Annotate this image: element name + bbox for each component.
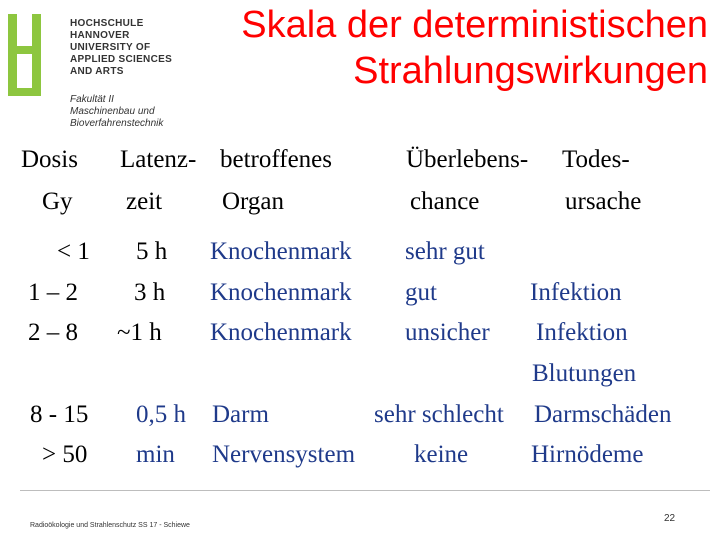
title-line-2: Strahlungswirkungen [353, 50, 708, 92]
header-survival-1: Überlebens- [406, 146, 529, 173]
cell-organ: Darm [212, 401, 269, 428]
title-line-1: Skala der deterministischen [241, 4, 708, 46]
cell-organ: Nervensystem [212, 441, 356, 468]
university-logo [8, 10, 178, 135]
header-dose-2: Gy [42, 188, 73, 215]
cell-cause: Hirnödeme [531, 441, 644, 468]
university-line: AND ARTS [70, 66, 124, 77]
cell-organ: Knochenmark [210, 279, 352, 306]
faculty-line: Bioverfahrenstechnik [70, 118, 164, 129]
cell-cause: Infektion [536, 319, 628, 346]
header-organ-2: Organ [222, 188, 285, 215]
cell-cause: Darmschäden [534, 401, 672, 428]
faculty-name [70, 94, 163, 130]
cell-latency: min [136, 441, 175, 468]
cell-dose: > 50 [42, 441, 88, 468]
header-latency-1: Latenz- [120, 146, 197, 173]
cell-survival: gut [405, 279, 437, 306]
header-cause-1: Todes- [562, 146, 630, 173]
cell-organ: Knochenmark [210, 238, 352, 265]
header-survival-2: chance [410, 188, 480, 215]
university-line: HOCHSCHULE [70, 18, 144, 29]
university-name [70, 18, 172, 78]
header-dose-1: Dosis [21, 146, 78, 173]
footer-divider [20, 490, 710, 491]
cell-survival: sehr gut [405, 238, 485, 265]
header-cause-2: ursache [565, 188, 642, 215]
cell-dose: 1 – 2 [28, 279, 78, 306]
cell-dose: 2 – 8 [28, 319, 78, 346]
cell-dose: 8 - 15 [30, 401, 89, 428]
h-logo-icon [8, 14, 60, 96]
cell-latency: ~1 h [117, 319, 162, 346]
cell-cause: Blutungen [532, 360, 637, 387]
slide-title [241, 2, 708, 94]
header-latency-2: zeit [126, 188, 163, 215]
cell-survival: sehr schlecht [374, 401, 504, 428]
cell-organ: Knochenmark [210, 319, 352, 346]
cell-latency: 5 h [136, 238, 168, 265]
cell-survival: keine [414, 441, 469, 468]
page-number: 22 [664, 513, 676, 524]
cell-latency: 3 h [134, 279, 166, 306]
cell-survival: unsicher [405, 319, 490, 346]
university-line: UNIVERSITY OF [70, 42, 151, 53]
university-line: APPLIED SCIENCES [70, 54, 173, 65]
cell-dose: < 1 [57, 238, 90, 265]
faculty-line: Fakultät II [70, 94, 114, 105]
cell-cause: Infektion [530, 279, 622, 306]
cell-latency: 0,5 h [136, 401, 186, 428]
faculty-line: Maschinenbau und [70, 106, 155, 117]
university-line: HANNOVER [70, 30, 130, 41]
footer-text: Radioökologie und Strahlenschutz SS 17 - Schiewe [30, 522, 190, 529]
header-organ-1: betroffenes [220, 146, 332, 173]
